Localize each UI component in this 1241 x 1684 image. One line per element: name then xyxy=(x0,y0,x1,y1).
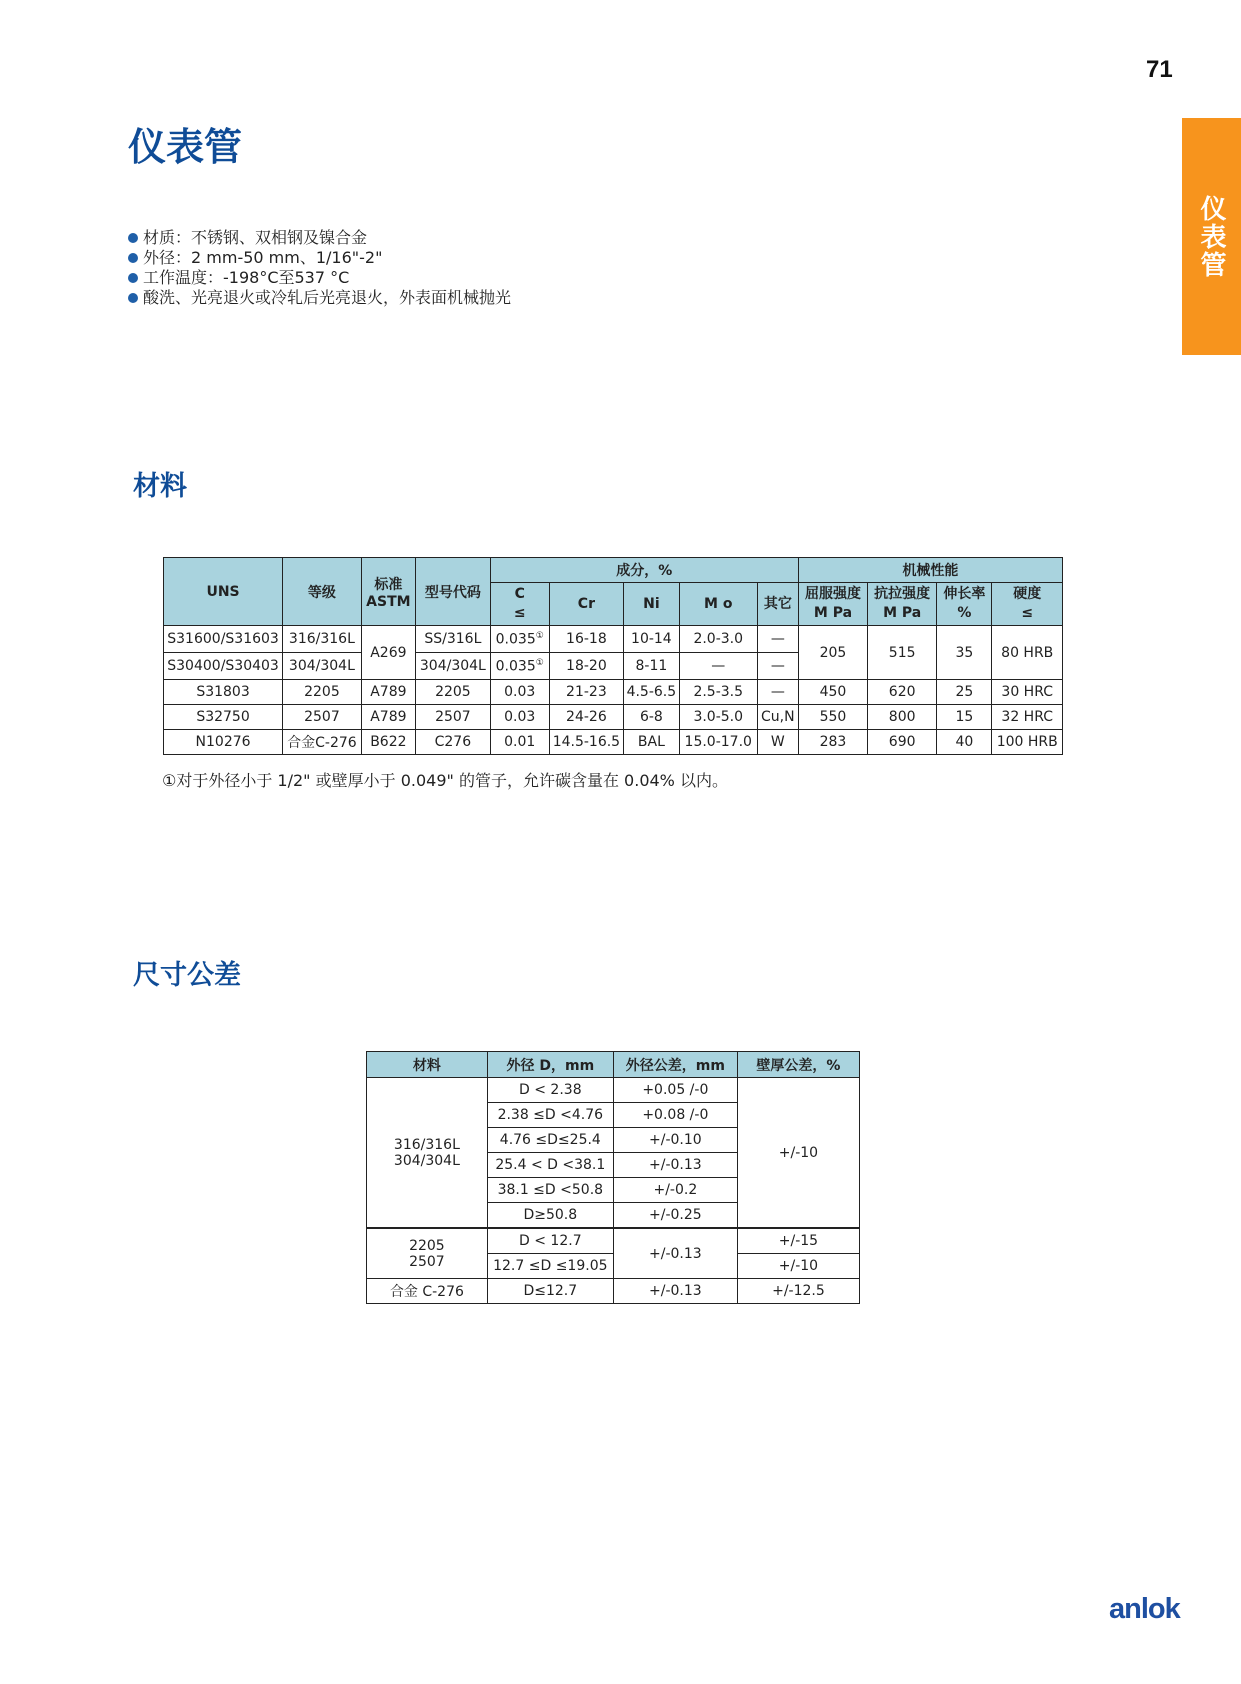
cell-grade: 316/316L xyxy=(283,626,362,653)
cell-tensile: 620 xyxy=(868,680,937,705)
cell-od: D≤12.7 xyxy=(487,1279,613,1304)
feature-text: 外径：2 mm-50 mm、1/16"-2" xyxy=(143,248,383,267)
table-row xyxy=(164,626,1063,653)
cell-mo: — xyxy=(679,653,757,680)
feature-text: 材质：不锈钢、双相钢及镍合金 xyxy=(143,228,368,247)
cell-elongation: 35 xyxy=(937,626,992,680)
cell-yield: 283 xyxy=(798,730,867,755)
header-mechanical: 机械性能 xyxy=(798,558,1062,583)
cell-mo: 15.0-17.0 xyxy=(679,730,757,755)
cell-tensile: 800 xyxy=(868,705,937,730)
cell-od-tolerance: +0.05 /-0 xyxy=(613,1078,737,1103)
table-row xyxy=(164,730,1063,755)
cell-other: — xyxy=(757,626,798,653)
header-grade: 等级 xyxy=(283,558,362,626)
header-od: 外径 D，mm xyxy=(487,1052,613,1078)
cell-hardness: 100 HRB xyxy=(992,730,1063,755)
feature-item xyxy=(128,248,511,268)
bullet-icon xyxy=(128,273,138,283)
materials-footnote: ①对于外径小于 1/2" 或壁厚小于 0.049" 的管子，允许碳含量在 0.04% 以内。 xyxy=(162,771,728,790)
materials-table xyxy=(163,557,1063,755)
header-c: C ≤ xyxy=(490,583,549,626)
cell-yield: 550 xyxy=(798,705,867,730)
cell-c: 0.035① xyxy=(490,626,549,653)
cell-od: 38.1 ≤D <50.8 xyxy=(487,1178,613,1203)
cell-c: 0.03 xyxy=(490,680,549,705)
cell-od: 25.4 < D <38.1 xyxy=(487,1153,613,1178)
feature-list xyxy=(128,228,511,308)
header-tensile: 抗拉强度 M Pa xyxy=(868,583,937,626)
cell-cr: 16-18 xyxy=(549,626,623,653)
cell-standard: B622 xyxy=(361,730,415,755)
cell-od-tolerance: +/-0.2 xyxy=(613,1178,737,1203)
cell-grade: 304/304L xyxy=(283,653,362,680)
header-yield: 屈服强度 M Pa xyxy=(798,583,867,626)
cell-hardness: 30 HRC xyxy=(992,680,1063,705)
cell-uns: S31600/S31603 xyxy=(164,626,283,653)
cell-od: D < 12.7 xyxy=(487,1228,613,1254)
cell-od-tolerance: +/-0.13 xyxy=(613,1279,737,1304)
header-material: 材料 xyxy=(367,1052,488,1078)
brand-logo: anlok xyxy=(1109,1593,1180,1625)
bullet-icon xyxy=(128,293,138,303)
page-number: 71 xyxy=(1146,56,1173,83)
cell-material: 2205 2507 xyxy=(367,1228,488,1279)
cell-mo: 2.0-3.0 xyxy=(679,626,757,653)
cell-od: D < 2.38 xyxy=(487,1078,613,1103)
cell-other: Cu,N xyxy=(757,705,798,730)
cell-grade: 合金C-276 xyxy=(283,730,362,755)
cell-uns: S30400/S30403 xyxy=(164,653,283,680)
cell-grade: 2507 xyxy=(283,705,362,730)
cell-od: 2.38 ≤D <4.76 xyxy=(487,1103,613,1128)
cell-tensile: 690 xyxy=(868,730,937,755)
cell-hardness: 80 HRB xyxy=(992,626,1063,680)
cell-other: — xyxy=(757,680,798,705)
cell-yield: 450 xyxy=(798,680,867,705)
feature-text: 酸洗、光亮退火或冷轧后光亮退火，外表面机械抛光 xyxy=(143,288,512,307)
cell-wall-tolerance: +/-15 xyxy=(737,1228,859,1254)
header-standard: 标准 ASTM xyxy=(361,558,415,626)
header-cr: Cr xyxy=(549,583,623,626)
cell-uns: S31803 xyxy=(164,680,283,705)
tolerance-section-title: 尺寸公差 xyxy=(133,960,241,991)
table-row xyxy=(164,705,1063,730)
cell-model: SS/316L xyxy=(416,626,491,653)
feature-item xyxy=(128,288,511,308)
cell-ni: 4.5-6.5 xyxy=(624,680,680,705)
page-title: 仪表管 xyxy=(128,125,243,169)
header-uns: UNS xyxy=(164,558,283,626)
table-row xyxy=(367,1279,860,1304)
cell-hardness: 32 HRC xyxy=(992,705,1063,730)
table-row xyxy=(367,1228,860,1254)
materials-section-title: 材料 xyxy=(133,471,187,502)
cell-cr: 18-20 xyxy=(549,653,623,680)
cell-od-tolerance: +0.08 /-0 xyxy=(613,1103,737,1128)
header-other: 其它 xyxy=(757,583,798,626)
feature-item xyxy=(128,228,511,248)
cell-ni: 8-11 xyxy=(624,653,680,680)
cell-od: 12.7 ≤D ≤19.05 xyxy=(487,1254,613,1279)
footnote-marker: ① xyxy=(535,657,544,668)
cell-od-tolerance: +/-0.13 xyxy=(613,1228,737,1279)
feature-text: 工作温度：-198°C至537 °C xyxy=(143,268,350,287)
cell-od: D≥50.8 xyxy=(487,1203,613,1229)
cell-od-tolerance: +/-0.10 xyxy=(613,1128,737,1153)
cell-c: 0.035① xyxy=(490,653,549,680)
cell-grade: 2205 xyxy=(283,680,362,705)
cell-cr: 24-26 xyxy=(549,705,623,730)
cell-material: 合金 C-276 xyxy=(367,1279,488,1304)
cell-cr: 14.5-16.5 xyxy=(549,730,623,755)
footnote-marker: ① xyxy=(535,630,544,641)
header-mo: M o xyxy=(679,583,757,626)
header-elongation: 伸长率 % xyxy=(937,583,992,626)
cell-c: 0.03 xyxy=(490,705,549,730)
bullet-icon xyxy=(128,253,138,263)
cell-wall-tolerance: +/-12.5 xyxy=(737,1279,859,1304)
cell-model: 2205 xyxy=(416,680,491,705)
cell-model: 304/304L xyxy=(416,653,491,680)
cell-od-tolerance: +/-0.25 xyxy=(613,1203,737,1229)
cell-uns: N10276 xyxy=(164,730,283,755)
cell-ni: 10-14 xyxy=(624,626,680,653)
cell-elongation: 15 xyxy=(937,705,992,730)
cell-standard: A789 xyxy=(361,705,415,730)
cell-uns: S32750 xyxy=(164,705,283,730)
side-tab xyxy=(1182,118,1241,355)
side-tab-label: 仪表管 xyxy=(1196,194,1226,279)
cell-ni: BAL xyxy=(624,730,680,755)
header-model: 型号代码 xyxy=(416,558,491,626)
header-composition: 成分，% xyxy=(490,558,798,583)
tolerance-table xyxy=(366,1051,860,1304)
bullet-icon xyxy=(128,233,138,243)
cell-c: 0.01 xyxy=(490,730,549,755)
cell-material: 316/316L 304/304L xyxy=(367,1078,488,1229)
header-wall-tolerance: 壁厚公差，% xyxy=(737,1052,859,1078)
header-hardness: 硬度 ≤ xyxy=(992,583,1063,626)
cell-wall-tolerance: +/-10 xyxy=(737,1078,859,1229)
cell-od: 4.76 ≤D≤25.4 xyxy=(487,1128,613,1153)
feature-item xyxy=(128,268,511,288)
cell-model: 2507 xyxy=(416,705,491,730)
cell-model: C276 xyxy=(416,730,491,755)
cell-other: W xyxy=(757,730,798,755)
cell-wall-tolerance: +/-10 xyxy=(737,1254,859,1279)
cell-od-tolerance: +/-0.13 xyxy=(613,1153,737,1178)
table-row xyxy=(164,680,1063,705)
cell-tensile: 515 xyxy=(868,626,937,680)
cell-elongation: 25 xyxy=(937,680,992,705)
cell-elongation: 40 xyxy=(937,730,992,755)
cell-yield: 205 xyxy=(798,626,867,680)
header-ni: Ni xyxy=(624,583,680,626)
cell-mo: 2.5-3.5 xyxy=(679,680,757,705)
cell-standard: A269 xyxy=(361,626,415,680)
header-od-tolerance: 外径公差，mm xyxy=(613,1052,737,1078)
cell-mo: 3.0-5.0 xyxy=(679,705,757,730)
cell-standard: A789 xyxy=(361,680,415,705)
cell-other: — xyxy=(757,653,798,680)
table-row xyxy=(367,1078,860,1103)
cell-ni: 6-8 xyxy=(624,705,680,730)
cell-cr: 21-23 xyxy=(549,680,623,705)
